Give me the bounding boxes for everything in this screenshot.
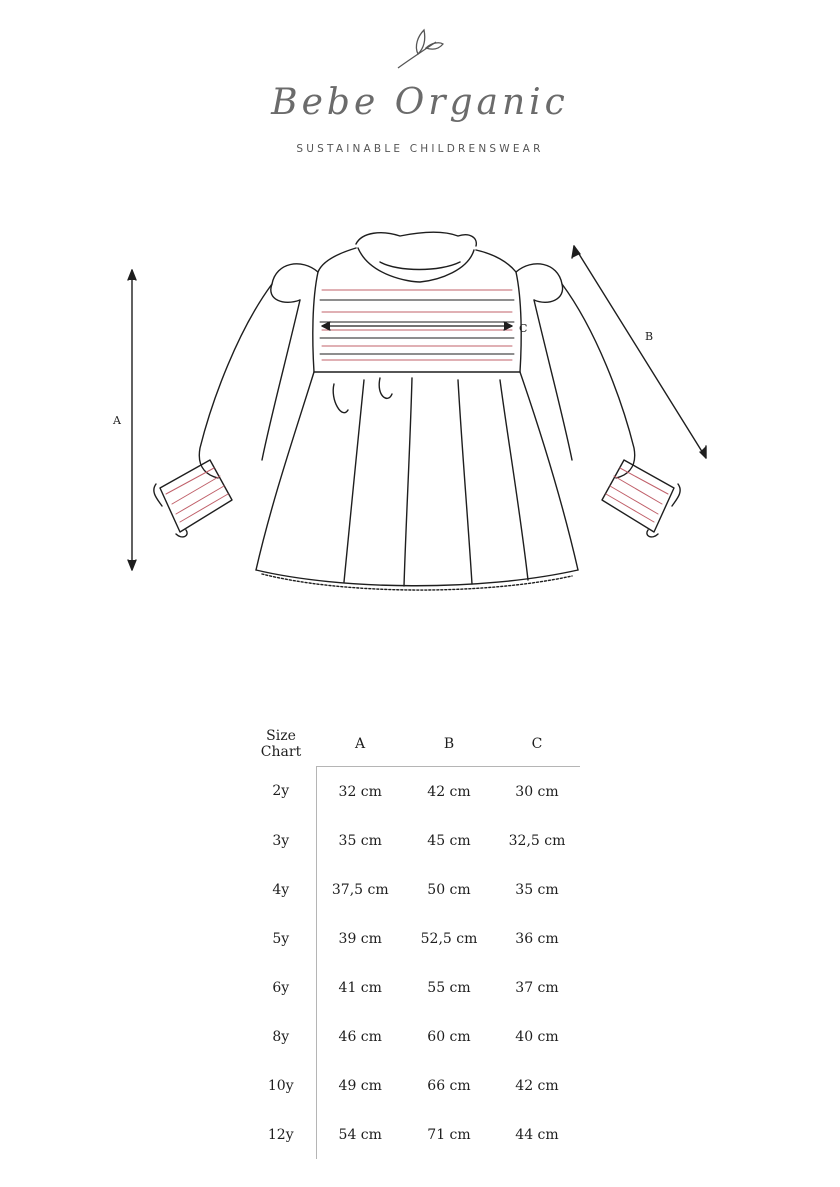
size-cell: 12y bbox=[246, 1110, 316, 1159]
a-cell: 49 cm bbox=[338, 1077, 382, 1094]
a-cell: 46 cm bbox=[338, 1028, 382, 1045]
b-cell: 45 cm bbox=[427, 832, 471, 849]
table-row bbox=[246, 1110, 580, 1159]
header-size-line1: Size bbox=[266, 728, 296, 745]
table-row bbox=[246, 963, 580, 1012]
header-b: B bbox=[404, 722, 494, 767]
a-cell: 37,5 cm bbox=[331, 881, 389, 898]
size-cell: 5y bbox=[246, 914, 316, 963]
size-cell: 10y bbox=[246, 1061, 316, 1110]
b-cell: 66 cm bbox=[427, 1077, 471, 1094]
size-chart-table bbox=[246, 722, 580, 1159]
b-cell: 71 cm bbox=[427, 1126, 471, 1143]
a-cell: 41 cm bbox=[338, 979, 382, 996]
a-cell: 54 cm bbox=[338, 1126, 382, 1143]
a-cell: 35 cm bbox=[338, 832, 382, 849]
size-cell: 3y bbox=[246, 816, 316, 865]
header-c: C bbox=[494, 722, 580, 767]
dimension-label-b: B bbox=[645, 330, 654, 343]
c-cell: 35 cm bbox=[515, 881, 559, 898]
c-cell: 30 cm bbox=[515, 783, 559, 800]
table-row bbox=[246, 1012, 580, 1061]
size-cell: 4y bbox=[246, 865, 316, 914]
b-cell: 42 cm bbox=[427, 783, 471, 800]
table-row bbox=[246, 767, 580, 817]
a-cell: 32 cm bbox=[338, 783, 382, 800]
brand-tagline: SUSTAINABLE CHILDRENSWEAR bbox=[296, 143, 544, 155]
size-cell: 8y bbox=[246, 1012, 316, 1061]
dimension-label-a: A bbox=[113, 414, 121, 427]
brand-name: Bebe Organic bbox=[271, 82, 569, 123]
header-size-line2: Chart bbox=[260, 744, 302, 761]
size-chart-header-row bbox=[246, 722, 580, 767]
dimension-label-c: C bbox=[519, 322, 528, 335]
header-a: A bbox=[316, 722, 404, 767]
a-cell: 39 cm bbox=[338, 930, 382, 947]
c-cell: 36 cm bbox=[515, 930, 559, 947]
c-cell: 44 cm bbox=[515, 1126, 559, 1143]
table-row bbox=[246, 914, 580, 963]
table-row bbox=[246, 816, 580, 865]
b-cell: 60 cm bbox=[427, 1028, 471, 1045]
size-cell: 6y bbox=[246, 963, 316, 1012]
c-cell: 42 cm bbox=[515, 1077, 559, 1094]
b-cell: 52,5 cm bbox=[420, 930, 478, 947]
c-cell: 32,5 cm bbox=[508, 832, 566, 849]
b-cell: 50 cm bbox=[427, 881, 471, 898]
header-size-chart bbox=[246, 722, 316, 767]
size-cell: 2y bbox=[246, 767, 316, 817]
c-cell: 40 cm bbox=[515, 1028, 559, 1045]
b-cell: 55 cm bbox=[427, 979, 471, 996]
table-row bbox=[246, 865, 580, 914]
table-row bbox=[246, 1061, 580, 1110]
c-cell: 37 cm bbox=[515, 979, 559, 996]
